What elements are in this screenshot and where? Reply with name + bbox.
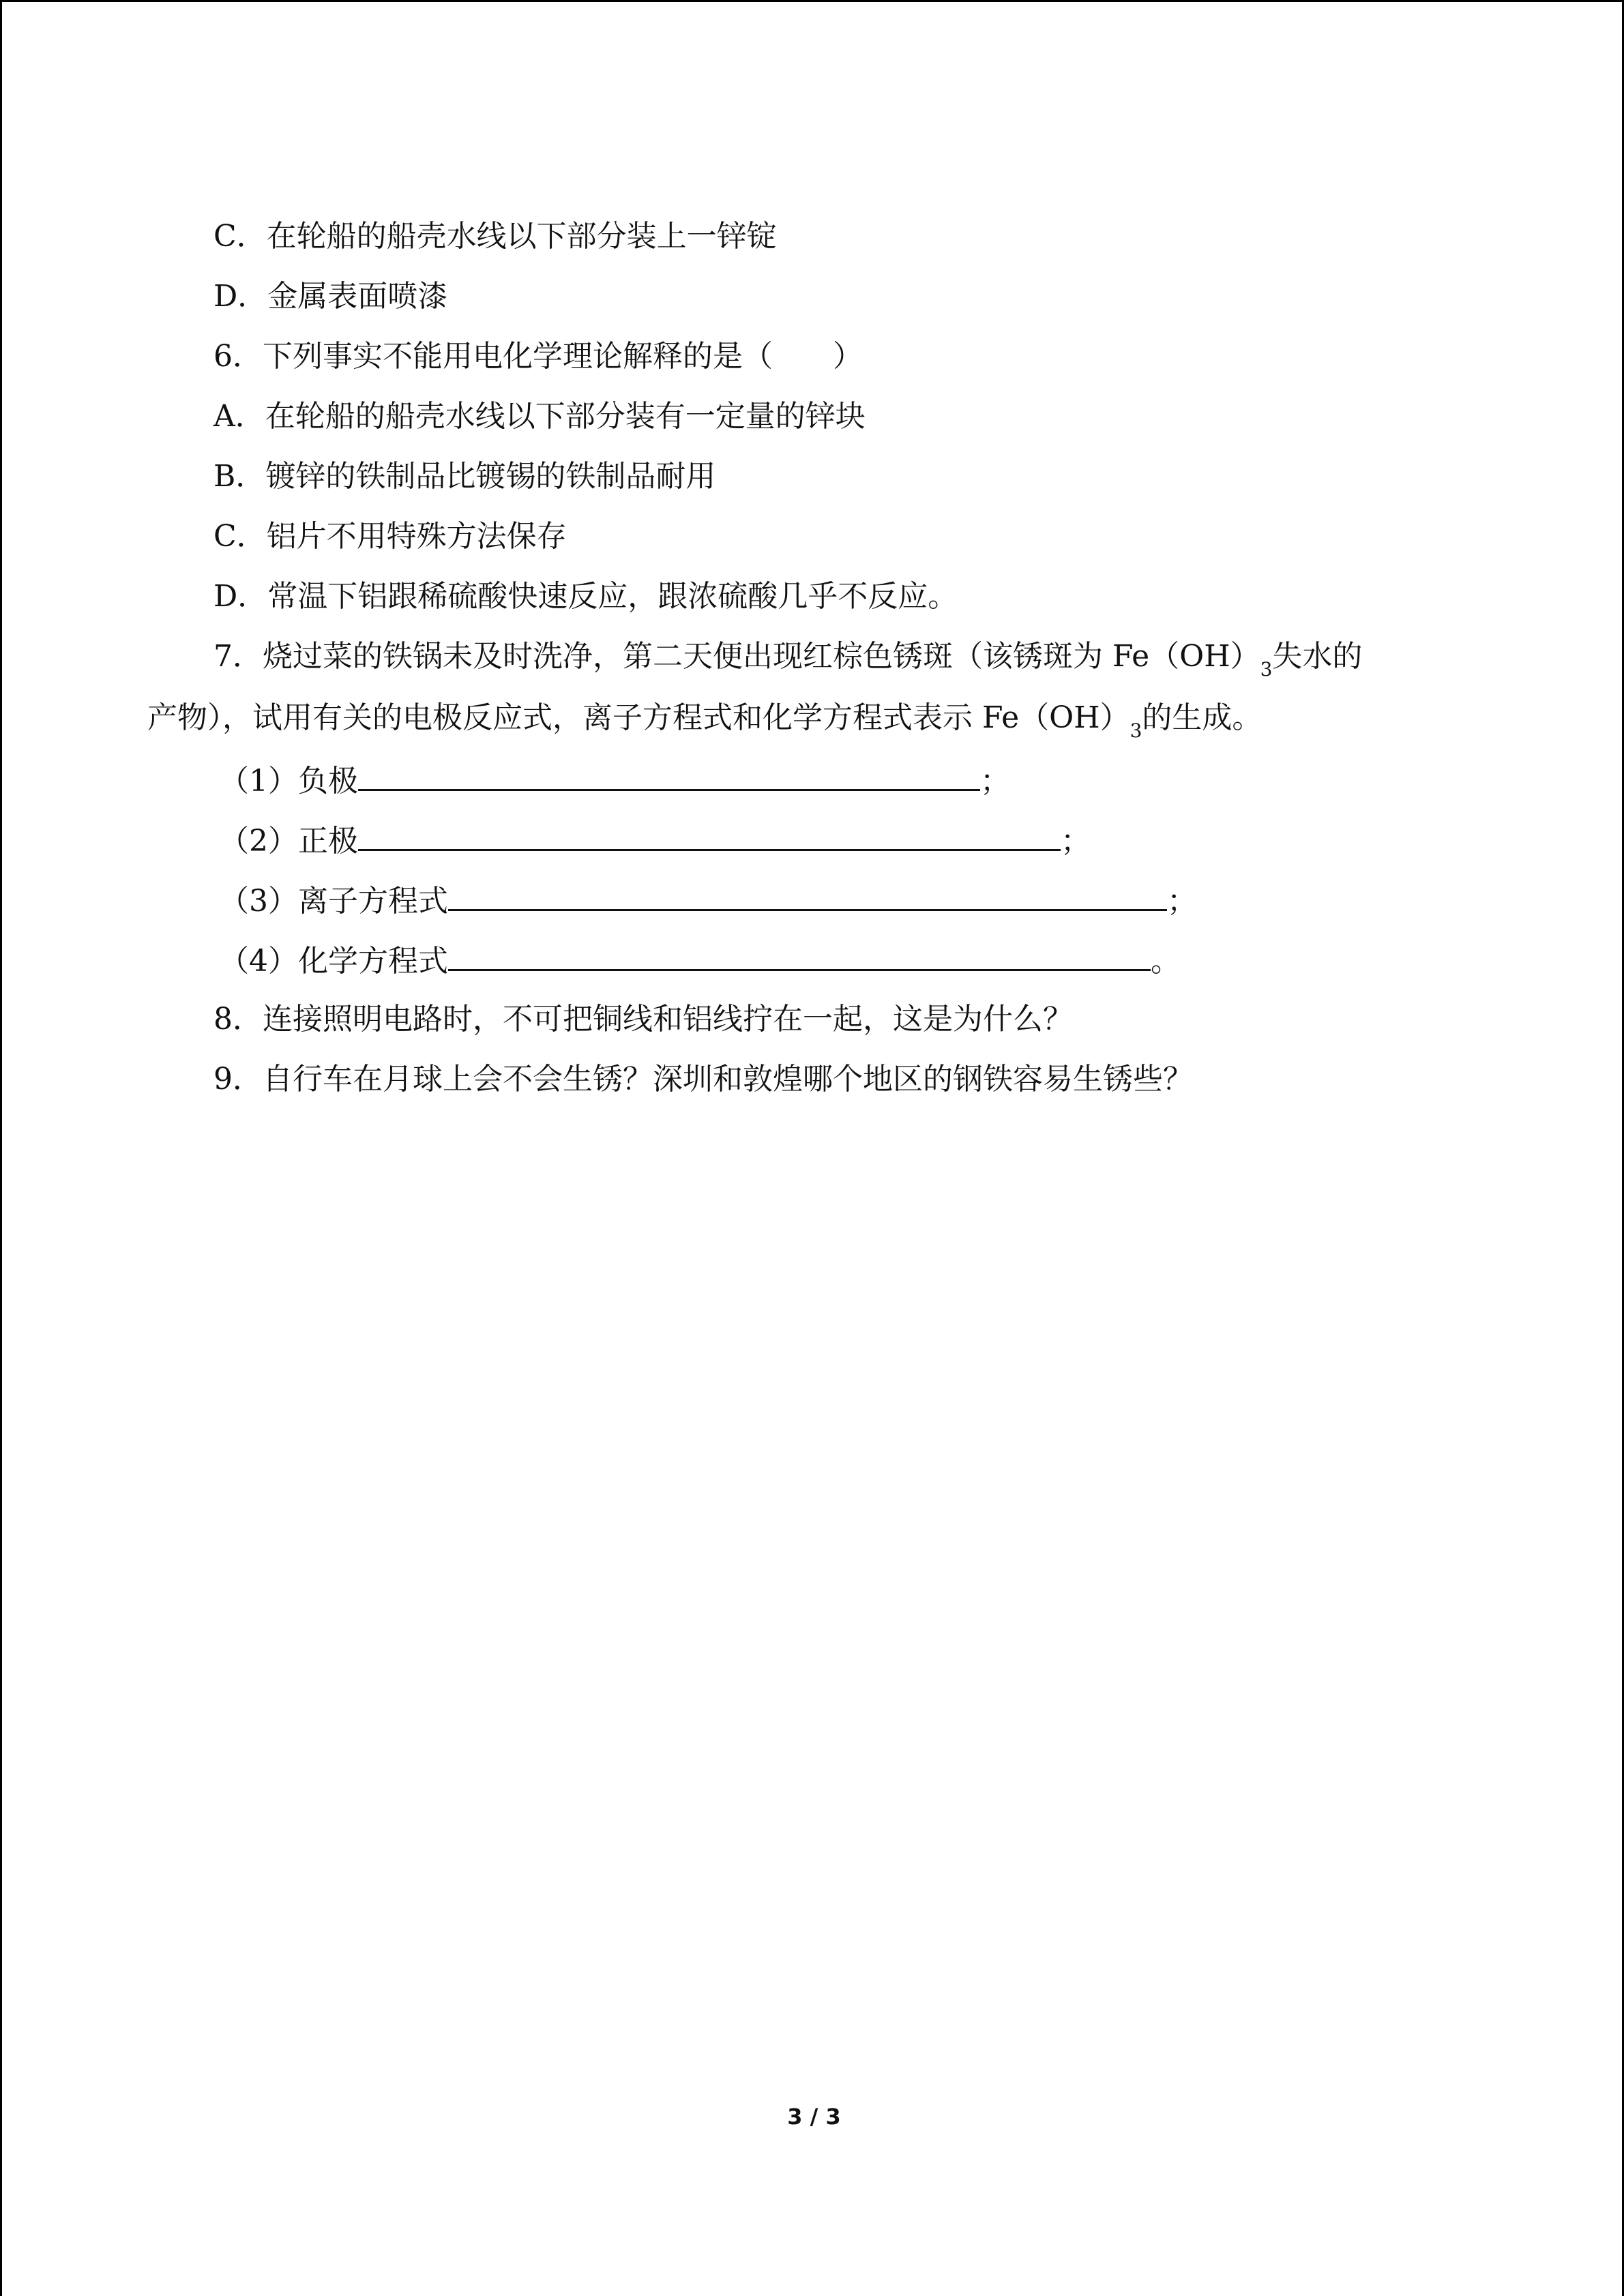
q9-stem: 9．自行车在月球上会不会生锈？深圳和敦煌哪个地区的钢铁容易生锈些？ [213, 1062, 1193, 1097]
answer-blank[interactable] [358, 759, 980, 791]
blank-end: ； [1061, 824, 1091, 859]
q7-stem-text: 的生成。 [1142, 700, 1263, 735]
q7-blank-3 [219, 879, 1197, 922]
blank-label: （3）离子方程式 [219, 884, 448, 919]
subscript: 3 [1130, 719, 1142, 742]
q8-stem: 8．连接照明电路时，不可把铜线和铝线拧在一起，这是为什么？ [213, 1002, 1073, 1037]
blank-label: （4）化学方程式 [219, 944, 448, 979]
q7-stem-text: 产物），试用有关的电极反应式，离子方程式和化学方程式表示 Fe（OH） [147, 700, 1130, 735]
q5-option-d: D．金属表面喷漆 [213, 279, 448, 314]
q6-option-b: B．镀锌的铁制品比镀锡的铁制品耐用 [213, 459, 716, 494]
answer-blank[interactable] [358, 819, 1061, 851]
blank-label: （2）正极 [219, 824, 358, 859]
blank-end: ； [1167, 884, 1197, 919]
q6-option-a: A．在轮船的船壳水线以下部分装有一定量的锌块 [213, 399, 866, 434]
answer-blank[interactable] [448, 939, 1151, 971]
q6-stem: 6．下列事实不能用电化学理论解释的是（ ） [213, 339, 863, 374]
blank-end: ； [980, 764, 1010, 799]
q7-stem-line2 [147, 698, 1262, 742]
q7-stem-line1 [213, 636, 1362, 681]
answer-blank[interactable] [448, 879, 1167, 911]
q7-stem-text: 7．烧过菜的铁锅未及时洗净，第二天便出现红棕色锈斑（该锈斑为 Fe（OH） [213, 639, 1260, 674]
q7-blank-2 [219, 819, 1091, 862]
q6-option-d: D．常温下铝跟稀硫酸快速反应，跟浓硫酸几乎不反应。 [213, 579, 958, 614]
q7-blank-4 [219, 939, 1181, 982]
q7-blank-1 [219, 759, 1010, 802]
q6-option-c: C．铝片不用特殊方法保存 [213, 519, 567, 554]
blank-label: （1）负极 [219, 764, 358, 799]
subscript: 3 [1260, 658, 1273, 681]
q7-stem-text: 失水的 [1272, 639, 1363, 674]
page-number: 3 / 3 [787, 2104, 841, 2130]
blank-end: 。 [1151, 944, 1181, 979]
q5-option-c: C．在轮船的船壳水线以下部分装上一锌锭 [213, 219, 777, 254]
